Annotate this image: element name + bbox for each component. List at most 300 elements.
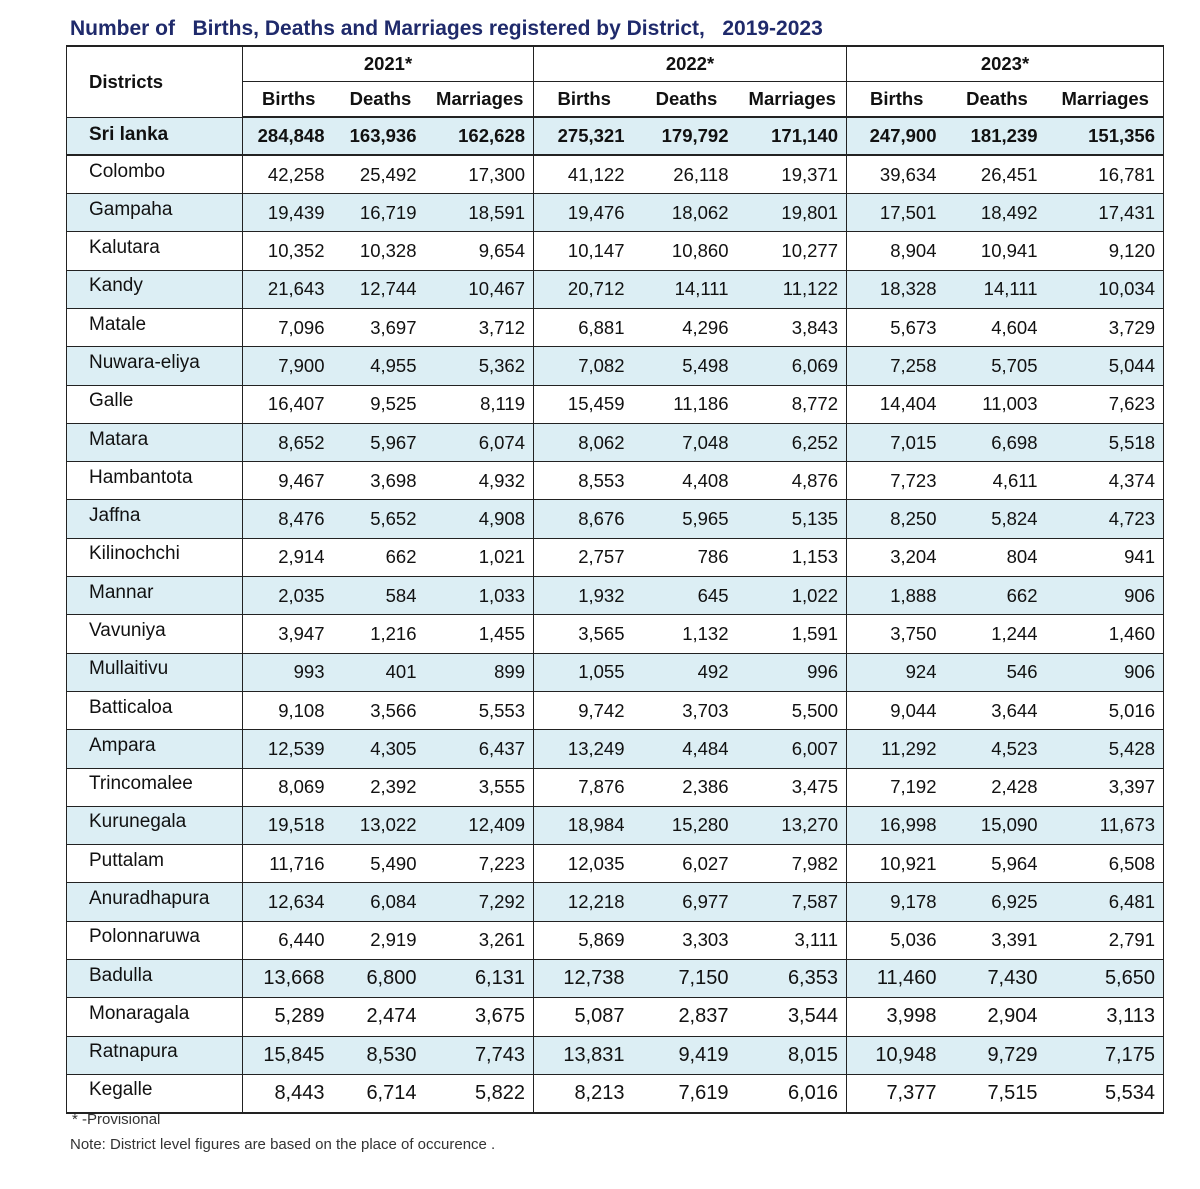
marriages-value-cell: 1,591 xyxy=(739,615,847,653)
marriages-value-cell: 4,723 xyxy=(1048,500,1164,538)
births-value-cell: 41,122 xyxy=(534,155,635,193)
births-value-cell: 1,932 xyxy=(534,577,635,615)
marriages-value-cell: 9,120 xyxy=(1048,232,1164,270)
deaths-value-cell: 6,925 xyxy=(947,883,1048,921)
deaths-value-cell: 804 xyxy=(947,538,1048,576)
deaths-value-cell: 2,386 xyxy=(635,768,739,806)
births-value-cell: 5,087 xyxy=(534,998,635,1036)
table-row xyxy=(67,270,1164,308)
births-value-cell: 42,258 xyxy=(243,155,335,193)
marriages-value-cell: 7,982 xyxy=(739,845,847,883)
district-name-cell: Galle xyxy=(67,385,243,423)
deaths-value-cell: 4,408 xyxy=(635,462,739,500)
marriages-value-cell: 6,069 xyxy=(739,347,847,385)
deaths-value-cell: 15,090 xyxy=(947,806,1048,844)
births-value-cell: 7,082 xyxy=(534,347,635,385)
marriages-value-cell: 4,876 xyxy=(739,462,847,500)
births-value-cell: 13,249 xyxy=(534,730,635,768)
deaths-value-cell: 4,604 xyxy=(947,308,1048,346)
marriages-value-cell: 10,277 xyxy=(739,232,847,270)
marriages-value-cell: 11,122 xyxy=(739,270,847,308)
district-name-cell: Vavuniya xyxy=(67,615,243,653)
district-name-cell: Batticaloa xyxy=(67,691,243,729)
births-value-cell: 15,459 xyxy=(534,385,635,423)
deaths-value-cell: 4,955 xyxy=(335,347,427,385)
district-name-cell: Mullaitivu xyxy=(67,653,243,691)
marriages-value-cell: 3,843 xyxy=(739,308,847,346)
deaths-value-cell: 401 xyxy=(335,653,427,691)
deaths-value-cell: 6,698 xyxy=(947,423,1048,461)
marriages-value-cell: 8,015 xyxy=(739,1036,847,1074)
year-header-2022: 2022* xyxy=(534,46,847,82)
table-row xyxy=(67,960,1164,998)
district-name-cell: Kegalle xyxy=(67,1074,243,1112)
births-value-cell: 12,035 xyxy=(534,845,635,883)
marriages-value-cell: 3,261 xyxy=(427,921,534,959)
marriages-value-cell: 7,587 xyxy=(739,883,847,921)
births-value-cell: 13,668 xyxy=(243,960,335,998)
marriages-value-cell: 4,932 xyxy=(427,462,534,500)
table-row xyxy=(67,653,1164,691)
deaths-value-cell: 2,392 xyxy=(335,768,427,806)
deaths-value-cell: 1,244 xyxy=(947,615,1048,653)
births-value-cell: 20,712 xyxy=(534,270,635,308)
marriages-value-cell: 3,555 xyxy=(427,768,534,806)
deaths-value-cell: 5,964 xyxy=(947,845,1048,883)
district-name-cell: Monaragala xyxy=(67,998,243,1036)
table-row xyxy=(67,883,1164,921)
deaths-value-cell: 26,118 xyxy=(635,155,739,193)
deaths-value-cell: 645 xyxy=(635,577,739,615)
births-value-cell: 2,914 xyxy=(243,538,335,576)
marriages-value-cell: 18,591 xyxy=(427,194,534,232)
deaths-value-cell: 25,492 xyxy=(335,155,427,193)
deaths-value-cell: 12,744 xyxy=(335,270,427,308)
marriages-value-cell: 19,371 xyxy=(739,155,847,193)
marriages-value-cell: 1,153 xyxy=(739,538,847,576)
deaths-value-cell: 163,936 xyxy=(335,117,427,155)
deaths-value-cell: 7,048 xyxy=(635,423,739,461)
marriages-value-cell: 11,673 xyxy=(1048,806,1164,844)
table-row xyxy=(67,691,1164,729)
deaths-value-cell: 5,965 xyxy=(635,500,739,538)
marriages-value-cell: 5,044 xyxy=(1048,347,1164,385)
births-value-cell: 3,204 xyxy=(847,538,947,576)
births-value-cell: 924 xyxy=(847,653,947,691)
births-value-cell: 11,716 xyxy=(243,845,335,883)
births-value-cell: 19,439 xyxy=(243,194,335,232)
table-row xyxy=(67,1036,1164,1074)
page-title: Number of Births, Deaths and Marriages registered by District, 2019-2023 xyxy=(70,17,823,40)
births-value-cell: 3,750 xyxy=(847,615,947,653)
deaths-value-cell: 11,003 xyxy=(947,385,1048,423)
births-value-cell: 8,069 xyxy=(243,768,335,806)
deaths-value-cell: 5,652 xyxy=(335,500,427,538)
deaths-value-cell: 14,111 xyxy=(635,270,739,308)
marriages-value-cell: 3,729 xyxy=(1048,308,1164,346)
births-value-cell: 15,845 xyxy=(243,1036,335,1074)
deaths-value-cell: 6,084 xyxy=(335,883,427,921)
marriages-value-cell: 4,374 xyxy=(1048,462,1164,500)
deaths-value-cell: 5,967 xyxy=(335,423,427,461)
marriages-value-cell: 6,508 xyxy=(1048,845,1164,883)
marriages-value-cell: 16,781 xyxy=(1048,155,1164,193)
births-value-cell: 993 xyxy=(243,653,335,691)
births-value-cell: 7,258 xyxy=(847,347,947,385)
marriages-value-cell: 5,534 xyxy=(1048,1074,1164,1112)
marriages-value-cell: 941 xyxy=(1048,538,1164,576)
deaths-value-cell: 2,919 xyxy=(335,921,427,959)
table-row xyxy=(67,806,1164,844)
marriages-value-cell: 5,553 xyxy=(427,691,534,729)
births-value-cell: 7,876 xyxy=(534,768,635,806)
deaths-value-cell: 7,430 xyxy=(947,960,1048,998)
marriages-value-cell: 171,140 xyxy=(739,117,847,155)
note-footnote: Note: District level figures are based on the place of occurence . xyxy=(70,1136,496,1153)
district-name-cell: Kilinochchi xyxy=(67,538,243,576)
district-name-cell: Polonnaruwa xyxy=(67,921,243,959)
births-value-cell: 16,407 xyxy=(243,385,335,423)
marriages-value-cell: 5,650 xyxy=(1048,960,1164,998)
table-row xyxy=(67,462,1164,500)
table-row xyxy=(67,232,1164,270)
marriages-value-cell: 17,300 xyxy=(427,155,534,193)
marriages-value-cell: 6,353 xyxy=(739,960,847,998)
births-value-cell: 8,676 xyxy=(534,500,635,538)
district-name-cell: Colombo xyxy=(67,155,243,193)
births-value-cell: 5,289 xyxy=(243,998,335,1036)
table-row xyxy=(67,845,1164,883)
deaths-value-cell: 6,800 xyxy=(335,960,427,998)
deaths-value-cell: 9,525 xyxy=(335,385,427,423)
births-value-cell: 6,881 xyxy=(534,308,635,346)
births-value-cell: 7,900 xyxy=(243,347,335,385)
deaths-value-cell: 3,644 xyxy=(947,691,1048,729)
table-header xyxy=(67,46,1164,117)
deaths-value-cell: 18,062 xyxy=(635,194,739,232)
marriages-value-cell: 19,801 xyxy=(739,194,847,232)
births-value-cell: 7,723 xyxy=(847,462,947,500)
marriages-value-cell: 12,409 xyxy=(427,806,534,844)
marriages-value-cell: 899 xyxy=(427,653,534,691)
table-row xyxy=(67,615,1164,653)
deaths-value-cell: 9,729 xyxy=(947,1036,1048,1074)
births-value-cell: 284,848 xyxy=(243,117,335,155)
district-name-cell: Kalutara xyxy=(67,232,243,270)
births-value-cell: 8,443 xyxy=(243,1074,335,1112)
marriages-value-cell: 8,119 xyxy=(427,385,534,423)
table-row xyxy=(67,385,1164,423)
deaths-value-cell: 6,027 xyxy=(635,845,739,883)
deaths-value-cell: 4,484 xyxy=(635,730,739,768)
marriages-value-cell: 5,428 xyxy=(1048,730,1164,768)
marriages-value-cell: 1,021 xyxy=(427,538,534,576)
births-value-cell: 12,738 xyxy=(534,960,635,998)
births-value-cell: 2,757 xyxy=(534,538,635,576)
deaths-value-cell: 7,515 xyxy=(947,1074,1048,1112)
marriages-value-cell: 3,675 xyxy=(427,998,534,1036)
deaths-value-cell: 3,391 xyxy=(947,921,1048,959)
births-value-cell: 19,476 xyxy=(534,194,635,232)
births-value-cell: 8,553 xyxy=(534,462,635,500)
marriages-value-cell: 8,772 xyxy=(739,385,847,423)
births-value-cell: 3,947 xyxy=(243,615,335,653)
births-value-cell: 9,742 xyxy=(534,691,635,729)
deaths-value-cell: 2,904 xyxy=(947,998,1048,1036)
marriages-value-cell: 6,481 xyxy=(1048,883,1164,921)
deaths-value-cell: 179,792 xyxy=(635,117,739,155)
marriages-value-cell: 3,712 xyxy=(427,308,534,346)
births-value-cell: 12,539 xyxy=(243,730,335,768)
births-column-header: Births xyxy=(243,82,335,118)
births-value-cell: 1,888 xyxy=(847,577,947,615)
marriages-value-cell: 996 xyxy=(739,653,847,691)
deaths-value-cell: 1,132 xyxy=(635,615,739,653)
marriages-value-cell: 3,397 xyxy=(1048,768,1164,806)
births-value-cell: 11,292 xyxy=(847,730,947,768)
deaths-value-cell: 2,474 xyxy=(335,998,427,1036)
provisional-footnote: * -Provisional xyxy=(72,1111,161,1128)
births-value-cell: 7,096 xyxy=(243,308,335,346)
district-name-cell: Matara xyxy=(67,423,243,461)
deaths-value-cell: 6,714 xyxy=(335,1074,427,1112)
table-row xyxy=(67,768,1164,806)
district-statistics-table xyxy=(66,45,1164,1114)
table-row xyxy=(67,194,1164,232)
deaths-value-cell: 3,697 xyxy=(335,308,427,346)
marriages-value-cell: 4,908 xyxy=(427,500,534,538)
table-row xyxy=(67,155,1164,193)
marriages-value-cell: 7,623 xyxy=(1048,385,1164,423)
table-row xyxy=(67,1074,1164,1112)
marriages-value-cell: 5,135 xyxy=(739,500,847,538)
marriages-value-cell: 151,356 xyxy=(1048,117,1164,155)
marriages-value-cell: 6,131 xyxy=(427,960,534,998)
marriages-value-cell: 1,460 xyxy=(1048,615,1164,653)
births-value-cell: 8,062 xyxy=(534,423,635,461)
marriages-value-cell: 6,007 xyxy=(739,730,847,768)
district-name-cell: Ratnapura xyxy=(67,1036,243,1074)
marriages-value-cell: 5,518 xyxy=(1048,423,1164,461)
marriages-value-cell: 162,628 xyxy=(427,117,534,155)
births-column-header: Births xyxy=(534,82,635,118)
district-name-cell: Mannar xyxy=(67,577,243,615)
marriages-value-cell: 906 xyxy=(1048,653,1164,691)
births-value-cell: 14,404 xyxy=(847,385,947,423)
deaths-value-cell: 786 xyxy=(635,538,739,576)
deaths-value-cell: 5,705 xyxy=(947,347,1048,385)
births-value-cell: 18,984 xyxy=(534,806,635,844)
births-value-cell: 16,998 xyxy=(847,806,947,844)
births-value-cell: 7,377 xyxy=(847,1074,947,1112)
marriages-value-cell: 10,034 xyxy=(1048,270,1164,308)
deaths-value-cell: 16,719 xyxy=(335,194,427,232)
births-value-cell: 247,900 xyxy=(847,117,947,155)
district-name-cell: Kandy xyxy=(67,270,243,308)
deaths-value-cell: 662 xyxy=(335,538,427,576)
births-value-cell: 10,948 xyxy=(847,1036,947,1074)
births-value-cell: 5,869 xyxy=(534,921,635,959)
births-value-cell: 9,108 xyxy=(243,691,335,729)
deaths-value-cell: 3,703 xyxy=(635,691,739,729)
district-name-cell: Ampara xyxy=(67,730,243,768)
births-value-cell: 10,352 xyxy=(243,232,335,270)
births-value-cell: 17,501 xyxy=(847,194,947,232)
marriages-value-cell: 10,467 xyxy=(427,270,534,308)
district-name-cell: Badulla xyxy=(67,960,243,998)
births-value-cell: 275,321 xyxy=(534,117,635,155)
deaths-value-cell: 4,296 xyxy=(635,308,739,346)
deaths-value-cell: 13,022 xyxy=(335,806,427,844)
deaths-column-header: Deaths xyxy=(947,82,1048,118)
deaths-value-cell: 181,239 xyxy=(947,117,1048,155)
deaths-value-cell: 4,611 xyxy=(947,462,1048,500)
marriages-value-cell: 3,475 xyxy=(739,768,847,806)
deaths-value-cell: 10,941 xyxy=(947,232,1048,270)
deaths-value-cell: 662 xyxy=(947,577,1048,615)
marriages-value-cell: 7,223 xyxy=(427,845,534,883)
deaths-value-cell: 492 xyxy=(635,653,739,691)
marriages-value-cell: 3,111 xyxy=(739,921,847,959)
marriages-value-cell: 7,743 xyxy=(427,1036,534,1074)
deaths-value-cell: 7,619 xyxy=(635,1074,739,1112)
marriages-value-cell: 5,362 xyxy=(427,347,534,385)
births-value-cell: 19,518 xyxy=(243,806,335,844)
marriages-value-cell: 6,074 xyxy=(427,423,534,461)
births-column-header: Births xyxy=(847,82,947,118)
births-value-cell: 2,035 xyxy=(243,577,335,615)
deaths-value-cell: 10,860 xyxy=(635,232,739,270)
births-value-cell: 9,467 xyxy=(243,462,335,500)
deaths-value-cell: 2,837 xyxy=(635,998,739,1036)
deaths-column-header: Deaths xyxy=(635,82,739,118)
district-name-cell: Trincomalee xyxy=(67,768,243,806)
births-value-cell: 3,565 xyxy=(534,615,635,653)
births-value-cell: 5,673 xyxy=(847,308,947,346)
district-name-cell: Gampaha xyxy=(67,194,243,232)
deaths-value-cell: 8,530 xyxy=(335,1036,427,1074)
district-name-cell: Jaffna xyxy=(67,500,243,538)
total-row xyxy=(67,117,1164,155)
deaths-value-cell: 3,566 xyxy=(335,691,427,729)
marriages-value-cell: 9,654 xyxy=(427,232,534,270)
table-row xyxy=(67,538,1164,576)
marriages-value-cell: 3,544 xyxy=(739,998,847,1036)
marriages-value-cell: 906 xyxy=(1048,577,1164,615)
table-body xyxy=(67,117,1164,1113)
district-name-cell: Hambantota xyxy=(67,462,243,500)
marriages-value-cell: 5,500 xyxy=(739,691,847,729)
births-value-cell: 18,328 xyxy=(847,270,947,308)
deaths-value-cell: 15,280 xyxy=(635,806,739,844)
district-name-cell: Sri lanka xyxy=(67,117,243,155)
table-row xyxy=(67,998,1164,1036)
births-value-cell: 7,192 xyxy=(847,768,947,806)
births-value-cell: 10,921 xyxy=(847,845,947,883)
deaths-value-cell: 4,523 xyxy=(947,730,1048,768)
deaths-value-cell: 3,698 xyxy=(335,462,427,500)
districts-column-header: Districts xyxy=(67,46,243,117)
table-row xyxy=(67,308,1164,346)
births-value-cell: 21,643 xyxy=(243,270,335,308)
table-row xyxy=(67,500,1164,538)
deaths-value-cell: 7,150 xyxy=(635,960,739,998)
births-value-cell: 9,044 xyxy=(847,691,947,729)
deaths-value-cell: 14,111 xyxy=(947,270,1048,308)
marriages-value-cell: 7,292 xyxy=(427,883,534,921)
deaths-value-cell: 584 xyxy=(335,577,427,615)
marriages-column-header: Marriages xyxy=(1048,82,1164,118)
births-value-cell: 7,015 xyxy=(847,423,947,461)
births-value-cell: 8,213 xyxy=(534,1074,635,1112)
deaths-value-cell: 1,216 xyxy=(335,615,427,653)
births-value-cell: 6,440 xyxy=(243,921,335,959)
deaths-value-cell: 5,824 xyxy=(947,500,1048,538)
deaths-value-cell: 6,977 xyxy=(635,883,739,921)
table-row xyxy=(67,577,1164,615)
year-header-2021: 2021* xyxy=(243,46,534,82)
births-value-cell: 8,476 xyxy=(243,500,335,538)
table-row xyxy=(67,423,1164,461)
deaths-column-header: Deaths xyxy=(335,82,427,118)
births-value-cell: 1,055 xyxy=(534,653,635,691)
marriages-value-cell: 5,016 xyxy=(1048,691,1164,729)
table-row xyxy=(67,730,1164,768)
marriages-column-header: Marriages xyxy=(427,82,534,118)
births-value-cell: 5,036 xyxy=(847,921,947,959)
births-value-cell: 3,998 xyxy=(847,998,947,1036)
district-name-cell: Puttalam xyxy=(67,845,243,883)
marriages-value-cell: 5,822 xyxy=(427,1074,534,1112)
births-value-cell: 10,147 xyxy=(534,232,635,270)
births-value-cell: 8,904 xyxy=(847,232,947,270)
births-value-cell: 39,634 xyxy=(847,155,947,193)
district-name-cell: Nuwara-eliya xyxy=(67,347,243,385)
deaths-value-cell: 4,305 xyxy=(335,730,427,768)
deaths-value-cell: 18,492 xyxy=(947,194,1048,232)
deaths-value-cell: 2,428 xyxy=(947,768,1048,806)
marriages-value-cell: 1,022 xyxy=(739,577,847,615)
marriages-column-header: Marriages xyxy=(739,82,847,118)
district-name-cell: Matale xyxy=(67,308,243,346)
births-value-cell: 13,831 xyxy=(534,1036,635,1074)
births-value-cell: 12,218 xyxy=(534,883,635,921)
deaths-value-cell: 11,186 xyxy=(635,385,739,423)
births-value-cell: 8,652 xyxy=(243,423,335,461)
marriages-value-cell: 2,791 xyxy=(1048,921,1164,959)
district-name-cell: Anuradhapura xyxy=(67,883,243,921)
table-row xyxy=(67,347,1164,385)
marriages-value-cell: 6,016 xyxy=(739,1074,847,1112)
deaths-value-cell: 5,498 xyxy=(635,347,739,385)
marriages-value-cell: 1,033 xyxy=(427,577,534,615)
marriages-value-cell: 13,270 xyxy=(739,806,847,844)
year-header-2023: 2023* xyxy=(847,46,1164,82)
marriages-value-cell: 7,175 xyxy=(1048,1036,1164,1074)
deaths-value-cell: 10,328 xyxy=(335,232,427,270)
deaths-value-cell: 5,490 xyxy=(335,845,427,883)
marriages-value-cell: 6,252 xyxy=(739,423,847,461)
table-row xyxy=(67,921,1164,959)
deaths-value-cell: 9,419 xyxy=(635,1036,739,1074)
deaths-value-cell: 26,451 xyxy=(947,155,1048,193)
deaths-value-cell: 3,303 xyxy=(635,921,739,959)
births-value-cell: 9,178 xyxy=(847,883,947,921)
marriages-value-cell: 6,437 xyxy=(427,730,534,768)
marriages-value-cell: 3,113 xyxy=(1048,998,1164,1036)
births-value-cell: 11,460 xyxy=(847,960,947,998)
births-value-cell: 8,250 xyxy=(847,500,947,538)
